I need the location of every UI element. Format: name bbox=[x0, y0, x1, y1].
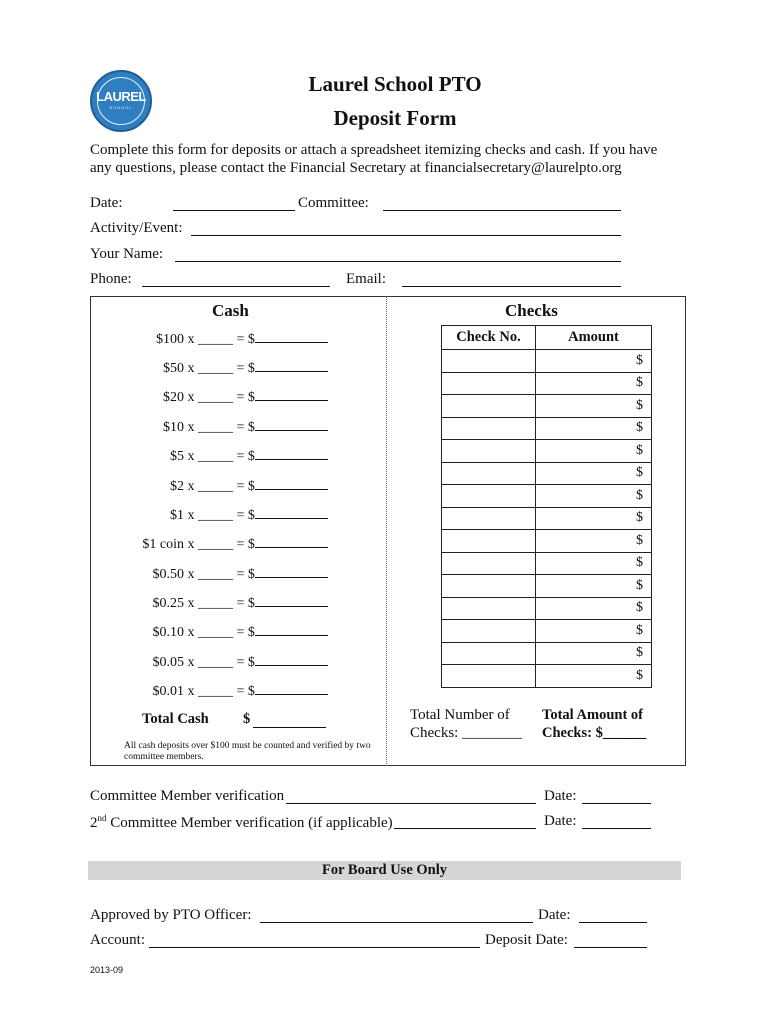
page-title: Laurel School PTO bbox=[308, 72, 482, 96]
amount-cell[interactable]: $ bbox=[536, 507, 652, 530]
committee-input-line[interactable] bbox=[383, 195, 621, 211]
calc-text: x _____ = $ bbox=[184, 390, 255, 405]
check-no-cell[interactable] bbox=[442, 597, 536, 620]
denomination: $5 bbox=[170, 449, 184, 464]
intro-line-1: Complete this form for deposits or attach a spreadsheet itemizing checks and cash. If you have bbox=[90, 142, 658, 158]
activity-input-line[interactable] bbox=[191, 220, 621, 236]
calc-text: x _____ = $ bbox=[184, 655, 255, 670]
account-label: Account: bbox=[90, 932, 145, 948]
denomination: $0.50 bbox=[152, 567, 184, 582]
email-input-line[interactable] bbox=[402, 271, 621, 287]
section-divider bbox=[386, 296, 387, 766]
cash-row-0-01[interactable] bbox=[84, 682, 328, 700]
cash-row-10[interactable] bbox=[84, 418, 328, 436]
amount-cell[interactable]: $ bbox=[536, 665, 652, 688]
deposit-date-label: Deposit Date: bbox=[485, 932, 568, 948]
table-row[interactable] bbox=[442, 597, 652, 620]
deposit-date-input-line[interactable] bbox=[574, 932, 647, 948]
denomination: $1 coin bbox=[142, 537, 184, 552]
table-row[interactable] bbox=[442, 620, 652, 643]
check-no-cell[interactable] bbox=[442, 620, 536, 643]
table-row[interactable] bbox=[442, 665, 652, 688]
check-no-cell[interactable] bbox=[442, 665, 536, 688]
activity-label: Activity/Event: bbox=[90, 220, 183, 236]
phone-label: Phone: bbox=[90, 271, 132, 287]
denomination: $50 bbox=[163, 361, 184, 376]
cash-row-50[interactable] bbox=[84, 359, 328, 377]
school-logo bbox=[90, 70, 152, 132]
verification-date-input-2[interactable] bbox=[582, 813, 651, 829]
logo-text: LAUREL bbox=[96, 89, 146, 104]
cash-row-0-10[interactable] bbox=[84, 623, 328, 641]
amount-cell[interactable]: $ bbox=[536, 417, 652, 440]
cash-heading: Cash bbox=[212, 301, 249, 320]
check-no-cell[interactable] bbox=[442, 350, 536, 373]
check-no-cell[interactable] bbox=[442, 507, 536, 530]
phone-input-line[interactable] bbox=[142, 271, 330, 287]
table-row[interactable] bbox=[442, 417, 652, 440]
amount-header: Amount bbox=[536, 326, 652, 350]
cash-row-100[interactable] bbox=[84, 330, 328, 348]
verification-date-label-1: Date: bbox=[544, 788, 577, 804]
cash-row-0-50[interactable] bbox=[84, 565, 328, 583]
date-input-line[interactable] bbox=[173, 195, 295, 211]
denomination: $1 bbox=[170, 508, 184, 523]
amount-cell[interactable]: $ bbox=[536, 485, 652, 508]
amount-cell[interactable]: $ bbox=[536, 372, 652, 395]
calc-text: x _____ = $ bbox=[184, 361, 255, 376]
table-row[interactable] bbox=[442, 485, 652, 508]
calc-text: x _____ = $ bbox=[184, 508, 255, 523]
denomination: $10 bbox=[163, 420, 184, 435]
cash-row-1[interactable] bbox=[84, 506, 328, 524]
calc-text: x _____ = $ bbox=[184, 479, 255, 494]
amount-cell[interactable]: $ bbox=[536, 597, 652, 620]
total-checks-amount-line2[interactable]: Checks: $______ bbox=[542, 725, 647, 741]
checks-table bbox=[441, 325, 652, 688]
check-no-cell[interactable] bbox=[442, 552, 536, 575]
check-no-cell[interactable] bbox=[442, 642, 536, 665]
table-row[interactable] bbox=[442, 507, 652, 530]
verification-date-input-1[interactable] bbox=[582, 788, 651, 804]
denomination: $0.25 bbox=[152, 596, 184, 611]
calc-text: x _____ = $ bbox=[184, 684, 255, 699]
total-cash-input-line[interactable] bbox=[253, 712, 326, 728]
amount-cell[interactable]: $ bbox=[536, 462, 652, 485]
check-no-cell[interactable] bbox=[442, 485, 536, 508]
cash-row-20[interactable] bbox=[84, 388, 328, 406]
account-input-line[interactable] bbox=[149, 932, 480, 948]
amount-cell[interactable]: $ bbox=[536, 552, 652, 575]
cash-row-5[interactable] bbox=[84, 447, 328, 465]
total-checks-number-line2[interactable]: Checks: ________ bbox=[410, 725, 523, 741]
check-no-cell[interactable] bbox=[442, 417, 536, 440]
table-row[interactable] bbox=[442, 575, 652, 598]
cash-note: All cash deposits over $100 must be counted and verified by two committee members. bbox=[124, 741, 371, 762]
amount-cell[interactable]: $ bbox=[536, 440, 652, 463]
board-use-heading: For Board Use Only bbox=[88, 861, 681, 880]
cash-row-2[interactable] bbox=[84, 477, 328, 495]
amount-cell[interactable]: $ bbox=[536, 530, 652, 553]
table-row[interactable] bbox=[442, 440, 652, 463]
denomination: $100 bbox=[156, 332, 184, 347]
denomination: $20 bbox=[163, 390, 184, 405]
check-no-cell[interactable] bbox=[442, 462, 536, 485]
intro-line-2: any questions, please contact the Financial Secretary at financialsecretary@laurelpto.org bbox=[90, 160, 622, 176]
amount-cell[interactable]: $ bbox=[536, 620, 652, 643]
date-label: Date: bbox=[90, 195, 123, 211]
verification-label-1: Committee Member verification bbox=[90, 788, 285, 804]
check-no-cell[interactable] bbox=[442, 440, 536, 463]
denomination: $2 bbox=[170, 479, 184, 494]
table-row[interactable] bbox=[442, 552, 652, 575]
checks-header-row bbox=[442, 326, 652, 350]
approved-label: Approved by PTO Officer: bbox=[90, 907, 252, 923]
amount-cell[interactable]: $ bbox=[536, 642, 652, 665]
board-date-label: Date: bbox=[538, 907, 571, 923]
calc-text: x _____ = $ bbox=[184, 537, 255, 552]
check-no-cell[interactable] bbox=[442, 395, 536, 418]
table-row[interactable] bbox=[442, 395, 652, 418]
check-no-cell[interactable] bbox=[442, 530, 536, 553]
form-version: 2013-09 bbox=[90, 965, 124, 975]
calc-text: x _____ = $ bbox=[184, 332, 255, 347]
denomination: $0.10 bbox=[152, 625, 184, 640]
calc-text: x _____ = $ bbox=[184, 449, 255, 464]
table-row[interactable] bbox=[442, 462, 652, 485]
denomination: $0.01 bbox=[152, 684, 184, 699]
check-no-header: Check No. bbox=[442, 326, 536, 350]
calc-text: x _____ = $ bbox=[184, 596, 255, 611]
check-no-cell[interactable] bbox=[442, 372, 536, 395]
verification-input-1[interactable] bbox=[286, 788, 536, 804]
total-checks-amount-line1: Total Amount of bbox=[542, 707, 643, 723]
your-name-input-line[interactable] bbox=[175, 246, 621, 262]
amount-cell[interactable]: $ bbox=[536, 350, 652, 373]
cash-row-1-coin[interactable] bbox=[84, 535, 328, 553]
verification-label-2: 2nd Committee Member verification (if applicable) bbox=[90, 813, 393, 831]
check-no-cell[interactable] bbox=[442, 575, 536, 598]
total-cash-label: Total Cash bbox=[142, 711, 209, 727]
total-checks-number-line1: Total Number of bbox=[410, 707, 510, 723]
verification-date-label-2: Date: bbox=[544, 813, 577, 829]
cash-row-0-25[interactable] bbox=[84, 594, 328, 612]
calc-text: x _____ = $ bbox=[184, 420, 255, 435]
approved-input-line[interactable] bbox=[260, 907, 533, 923]
your-name-label: Your Name: bbox=[90, 246, 164, 262]
verification-input-2[interactable] bbox=[394, 813, 536, 829]
amount-cell[interactable]: $ bbox=[536, 395, 652, 418]
logo-subtext: SCHOOL bbox=[109, 105, 133, 110]
board-date-input-line[interactable] bbox=[579, 907, 647, 923]
page-subtitle: Deposit Form bbox=[333, 106, 457, 130]
table-row[interactable] bbox=[442, 350, 652, 373]
table-row[interactable] bbox=[442, 642, 652, 665]
table-row[interactable] bbox=[442, 372, 652, 395]
committee-label: Committee: bbox=[298, 195, 369, 211]
calc-text: x _____ = $ bbox=[184, 625, 255, 640]
calc-text: x _____ = $ bbox=[184, 567, 255, 582]
total-cash-dollar: $ bbox=[243, 711, 251, 727]
table-row[interactable] bbox=[442, 530, 652, 553]
email-label: Email: bbox=[346, 271, 386, 287]
amount-cell[interactable]: $ bbox=[536, 575, 652, 598]
denomination: $0.05 bbox=[152, 655, 184, 670]
cash-row-0-05[interactable] bbox=[84, 653, 328, 671]
checks-heading: Checks bbox=[505, 301, 558, 320]
